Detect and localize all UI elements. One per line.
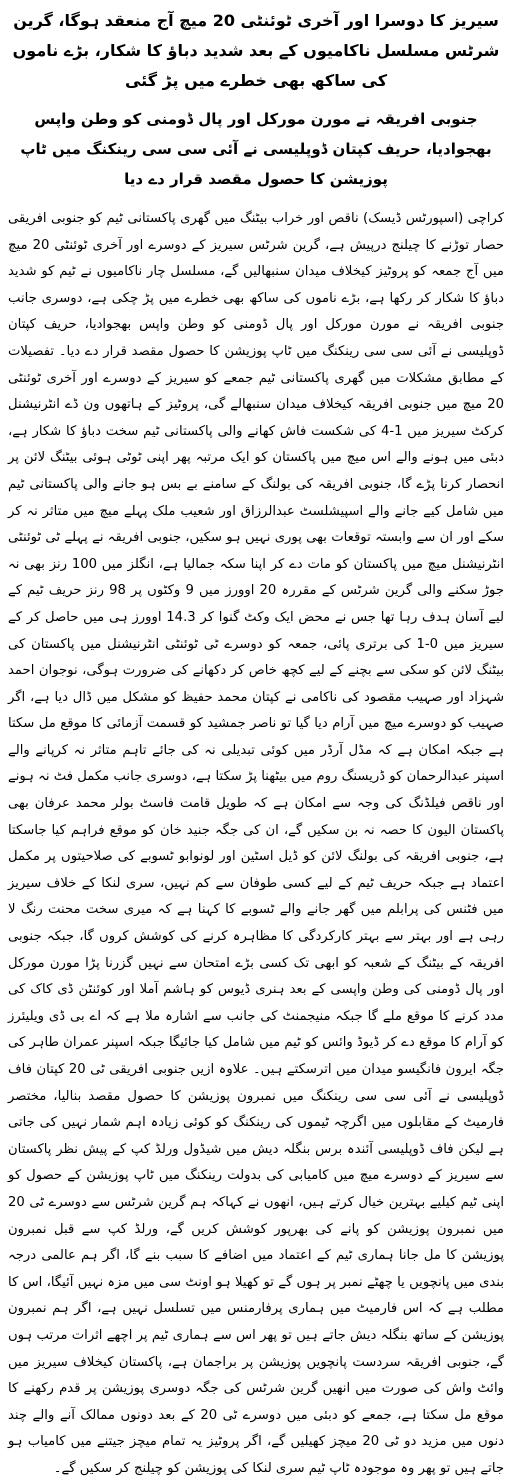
article-headline: سیریز کا دوسرا اور آخری ٹوئنٹی 20 میچ آج منعقد ہوگا، گرین شرٹس مسلسل ناکامیوں کے بعد شدید دباؤ کا شکار، بڑے ناموں کی ساکھ بھی خطرے میں پڑ گئی	[12, 11, 500, 90]
article-subheadline: جنوبی افریقہ نے مورن مورکل اور پال ڈومنی کو وطن واپس بھجوادیا، حریف کپتان ڈوپلیسی نے آئی سی سی رینکنگ میں ٹاپ پوزیشن کا حصول مقصد قرار دے دیا	[20, 110, 492, 188]
article-body	[8, 206, 504, 1483]
article-paragraph: کراچی (اسپورٹس ڈیسک) ناقص اور خراب بیٹنگ میں گھری پاکستانی ٹیم کو جنوبی افریقی حصار توڑنے کا چیلنج درپیش ہے، گرین شرٹس سیریز کے دوسرے اور آخری ٹوئنٹی 20 میچ میں آج جمعہ کو پروٹیز کیخلاف میدان سنبھالیں گے، مسلسل چار ناکامیوں نے ٹیم کو شدید دباؤ کا شکار کر رکھا ہے، بڑے ناموں کی ساکھ بھی خطرے میں پڑ چکی ہے، دوسری جانب جنوبی افریقہ نے مورن مورکل اور پال ڈومنی کو وطن واپس بھجوادیا، حریف کپتان ڈوپلیسی نے آئی سی سی رینکنگ میں ٹاپ پوزیشن کا حصول مقصد قرار دے دیا۔ تفصیلات کے مطابق مشکلات میں گھری پاکستانی ٹیم جمعے کو سیریز کے دوسرے اور آخری ٹوئنٹی 20 میچ میں جنوبی افریقہ کیخلاف میدان سنبھالے گی، پروٹیز کے ہاتھوں ون ڈے انٹرنیشنل کرکٹ سیریز میں 1-4 کی شکست فاش کھانے والی پاکستانی ٹیم سخت دباؤ کا شکار ہے، دبئی میں ہونے والے اس میچ میں پاکستان کو ایک مرتبہ پھر اپنی ٹوٹی ہوئی بیٹنگ لائن پر انحصار کرنا پڑے گا، جنوبی افریقہ کی بولنگ کے سامنے بے بس ہو جانے والی پاکستانی ٹیم میں شامل کیے جانے والے اسپیشلسٹ عبدالرزاق اور شعیب ملک پہلے میچ میں متاثر نہ کر سکے اور ان سے وابستہ توقعات بھی پوری نہیں ہو سکیں، جنوبی افریقہ نے پہلے ٹی ٹوئنٹی انٹرنیشنل میچ میں پاکستان کو مات دے کر اپنا سکہ جمالیا ہے، انگلز میں 100 رنز بھی نہ جوڑ سکنے والی گرین شرٹس کے مقررہ 20 اوورز میں 9 وکٹوں پر 98 رنز حریف ٹیم کے لیے آسان ہدف رہا تھا جس نے محض ایک وکٹ گنوا کر 14.3 اوورز ہی میں حاصل کر کے سیریز میں 0-1 کی برتری پائی، جمعہ کو دوسرے ٹی ٹوئنٹی انٹرنیشنل میں پاکستان کی بیٹنگ لائن کو سکی سے بچنے کے لیے کچھ خاص کر دکھانے کی ضرورت ہوگی، نوجوان احمد شہزاد اور صہیب مقصود کی ناکامی نے کپتان محمد حفیظ کو مشکل میں ڈال دیا ہے، اگر صہیب کو دوسرے میچ میں آرام دیا گیا تو ناصر جمشید کو قسمت آزمائی کا موقع مل سکتا ہے جبکہ امکان ہے کہ مڈل آرڈر میں کوئی تبدیلی نہ کی جائے تاہم متاثر نہ کرپانے والے اسپنر عبدالرحمان کو ڈریسنگ روم میں بیٹھنا پڑ سکتا ہے، دوسری جانب مکمل فٹ نہ ہونے اور ناقص فیلڈنگ کی وجہ سے امکان ہے کہ طویل قامت فاسٹ بولر محمد عرفان بھی پاکستان الیون کا حصہ نہ بن سکیں گے، ان کی جگہ جنید خان کو موقع فراہم کیا جاسکتا ہے، جنوبی افریقہ کی بولنگ لائن کو ڈیل اسٹین اور لونوابو ٹسوبے کی صلاحیتوں پر مکمل اعتماد ہے جبکہ حریف ٹیم کے لیے کسی طوفان سے کم نہیں، سری لنکا کے خلاف سیریز میں فٹنس کی پرابلم میں گھر جانے والے ٹسوبے کا کہنا ہے کہ میری سخت محنت رنگ لا رہی ہے اور بہتر سے بہتر کارکردگی کا مظاہرہ کرنے کی کوشش کروں گا، جبکہ جنوبی افریقہ کے بیٹنگ کے شعبہ کو ابھی تک کسی بڑے امتحان سے نہیں گزرنا پڑا مورن مورکل اور پال ڈومنی کی وطن واپسی کے بعد ہنری ڈیوس کو ہاشم آملا اور کوئنٹن ڈی کاک کی مدد کرنے کا موقع ملے گا جبکہ منیجمنٹ کی جانب سے اشارہ ملا ہے کہ اے بی ڈی ویلیئرز کو آرام کا موقع دے کر ڈیوڈ وائس کو ٹیم میں شامل کیا جائیگا جبکہ اسپنر عمران طاہر کی جگہ ایرون فانگیسو میدان میں اترسکتے ہیں۔ علاوہ ازیں جنوبی افریقی ٹی 20 کپتان فاف ڈوپلیسی نے آئی سی سی رینکنگ میں نمبرون پوزیشن کا حصول مقصد بنالیا، مختصر فارمیٹ کے مقابلوں میں اگرچہ ٹیموں کی رینکنگ کو کوئی زیادہ اہم شمار نہیں کی جاتی ہے لیکن فاف ڈوپلیسی آئندہ برس بنگلہ دیش میں شیڈول ورلڈ کپ کے پیش نظر پاکستان سے سیریز کے دوسرے میچ میں کامیابی کی بدولت رینکنگ میں ٹاپ پوزیشن کے حصول کو اپنی ٹیم کیلیے بہترین خیال کرتے ہیں، انھوں نے کہاکہ ہم گرین شرٹس سے دوسرے ٹی 20 میں نمبرون پوزیشن کو پانے کی بھرپور کوشش کریں گے، ورلڈ کپ سے قبل نمبرون پوزیشن کا مل جانا ہماری ٹیم کے اعتماد میں اضافے کا سبب بنے گا، اگر ہم عالمی درجہ بندی میں پانچویں یا چھٹے نمبر پر ہوں گے تو کھیلا ہو اونٹ سی میں مزہ نہیں آئیگا، اس کا مطلب ہے کہ اس فارمیٹ میں ہماری پرفارمنس میں تسلسل نہیں ہے، اگر ہم نمبرون پوزیشن کے ساتھ بنگلہ دیش جاتے ہیں تو پھر اس سے ہماری ٹیم پر اچھے اثرات مرتب ہوں گے، جنوبی افریقہ سردست پانچویں پوزیشن پر براجمان ہے، پاکستان کیخلاف سیریز میں وائٹ واش کی صورت میں انھیں گرین شرٹس کی جگہ دوسری پوزیشن پر قدم رکھنے کا موقع مل سکتا ہے، جمعے کو دبئی میں دوسرے ٹی 20 کے بعد دونوں ممالک آنے والے چند دنوں میں مزید دو ٹی 20 میچز کھیلیں گے، اگر پروٹیز یہ تمام میچز جیتنے میں کامیاب ہو جاتے ہیں تو پھر وہ موجودہ ٹاپ ٹیم سری لنکا کی پوزیشن کو چیلنج کر سکیں گے۔	[8, 211, 505, 1476]
